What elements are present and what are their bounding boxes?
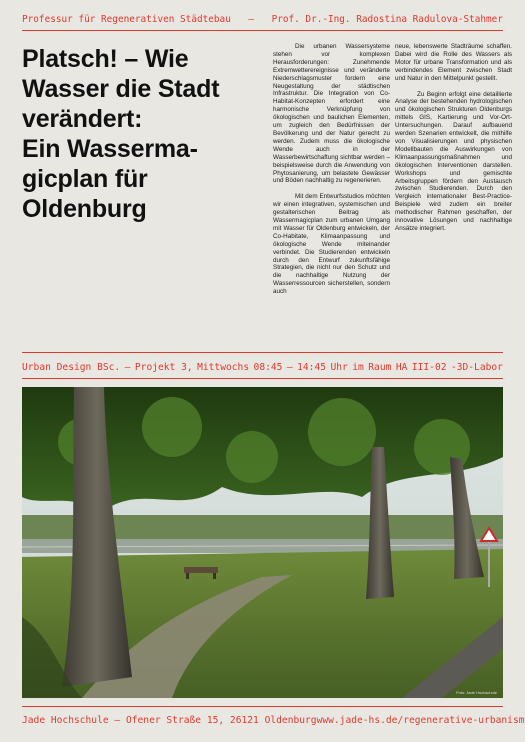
photo-credit: Foto: Jade Hochschule xyxy=(456,690,497,695)
title-line: Ein Wasserma- xyxy=(22,135,198,163)
footer-address: Jade Hochschule — Ofener Straße 15, 26121 Oldenburg xyxy=(22,714,317,726)
body-column-2 xyxy=(395,43,512,241)
header-professor: Prof. Dr.-Ing. Radostina Radulova-Stahmer xyxy=(271,13,503,25)
course-part: Urban Design BSc. xyxy=(22,361,121,373)
course-part: 08:45 xyxy=(253,361,283,373)
course-part: 14:45 xyxy=(297,361,327,373)
title-line: Oldenburg xyxy=(22,195,147,223)
header-chair: Professur für Regenerativen Städtebau xyxy=(22,13,231,25)
course-part: Mittwochs xyxy=(197,361,250,373)
header-bar xyxy=(22,12,503,26)
title-line: verändert: xyxy=(22,105,143,133)
course-part: Uhr xyxy=(330,361,348,373)
footer-rule xyxy=(22,706,503,707)
body-paragraph: Mit dem Entwurfsstudios möchten wir einen integrativen, systemischen und gestalterischen Beitrag als Wassermagicplan zum urbanen Umgang mit Wasser für Oldenburg entwickeln, der Co-Habitate, Klimaanpassung und ökologische Wende miteinander verbindet. Die Studierenden entwickeln durch den Entwurf zukunftsfähige Strategien, die nicht nur den Schutz und die nachhaltige Nutzung der Wasserressourcen sicherstellen, sondern auch xyxy=(273,193,390,296)
body-paragraph: Zu Beginn erfolgt eine detaillierte Analyse der bestehenden hydrologischen und ökologischen Strukturen Oldenburgs mittels GIS, Kartierung und Vor-Ort-Untersuchungen. Darauf aufbauend werden Szenarien entwickelt, die mithilfe von Visualisierungen und physischen Modellbauten die Auswirkungen von Klimaanpassungsmaßnahmen und ökologischen Interventionen darstellen. Workshops und gemischte Arbeitsgruppen fördern den Austausch zwischen Studierenden. Durch den Vergleich internationaler Best-Practice-Beispiele wird zudem ein breiter methodischer Rahmen geschaffen, der innovative Lösungen und nachhaltige Ansätze integriert. xyxy=(395,90,512,232)
title-line: Wasser die Stadt xyxy=(22,75,220,103)
footer xyxy=(22,713,525,727)
body-paragraph: neue, lebenswerte Stadträume schaffen. Dabei wird die Rolle des Wassers als Motor für urbane Transformation und als verbindendes Element zwischen Stadt und Natur in den Mittelpunkt gestellt. xyxy=(395,43,512,82)
course-part: -3D-Labor xyxy=(450,361,503,373)
course-rule-bottom xyxy=(22,378,503,379)
course-rule-top xyxy=(22,352,503,353)
course-part: im xyxy=(352,361,364,373)
title-line: gicplan für xyxy=(22,165,148,193)
course-part: — xyxy=(286,361,293,373)
body-column-1 xyxy=(273,43,390,304)
course-part: — xyxy=(124,361,131,373)
course-part: III-02 xyxy=(411,361,447,373)
header-rule xyxy=(22,30,503,31)
title-line: Platsch! – Wie xyxy=(22,45,189,73)
course-part: Projekt 3, xyxy=(134,361,193,373)
course-part: Raum xyxy=(368,361,392,373)
footer-website-link[interactable]: www.jade-hs.de/regenerative-urbanism xyxy=(316,714,525,726)
header-dash: — xyxy=(248,13,255,25)
course-part: HA xyxy=(395,361,408,373)
course-info xyxy=(22,360,503,374)
park-photo xyxy=(22,387,503,698)
park-scene xyxy=(22,387,503,698)
body-paragraph: Die urbanen Wassersysteme stehen vor komplexen Herausforderungen: Zunehmende Extremwetterereignisse und veränderte Niederschlagsmuster fordern eine Neugestaltung der städtischen Infrastruktur. Die Integration von Co-Habitat-Konzepten erfordert eine harmonische Verknüpfung von ökologischen und baulichen Elementen, um zugleich den Bedürfnissen der Bevölkerung und der Natur gerecht zu werden. Zudem muss die ökologische Wende auch in der Wasserbewirtschaftung sichtbar werden – beispielsweise durch die Anwendung von Phytosanierung, um belastete Gewässer und Böden nachhaltig zu regenerieren. xyxy=(273,43,390,185)
poster-title xyxy=(22,44,252,224)
